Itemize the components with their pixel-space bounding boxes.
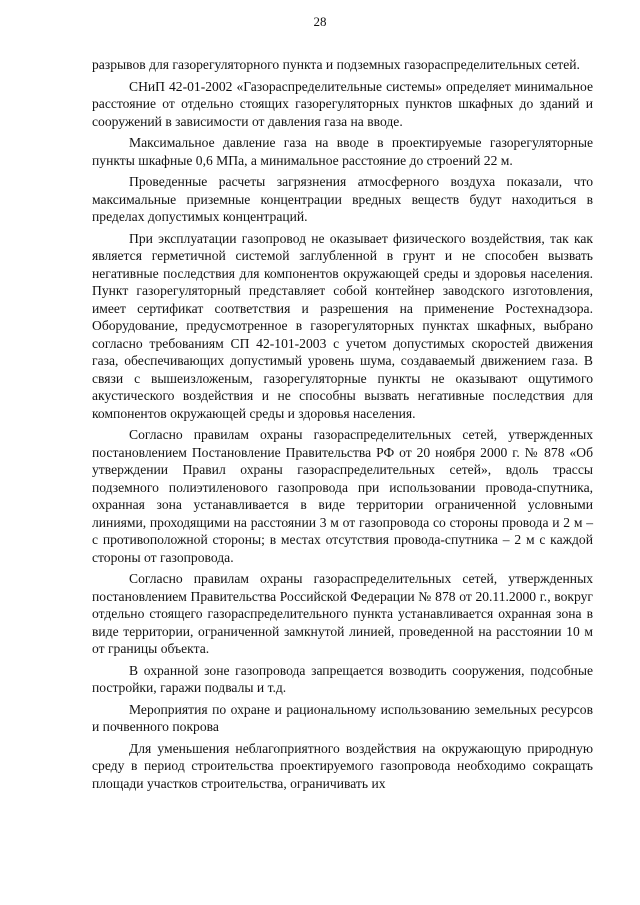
paragraph: Согласно правилам охраны газораспределительных сетей, утвержденных постановлением Постановление Правительства РФ от 20 ноября 2000 г. № 878 «Об утверждении Правил охраны газораспределительных сетей», вдоль трассы подземного полиэтиленового газопровода при использовании провода-спутника, охранная зона устанавливается в виде территории ограниченной условными линиями, проходящими на расстоянии 3 м от газопровода со стороны провода и 2 м – с противоположной стороны; в местах отсутствия провода-спутника – 2 м с каждой стороны от газопровода.: [92, 427, 593, 565]
paragraph: разрывов для газорегуляторного пункта и подземных газораспределительных сетей.: [92, 57, 580, 72]
paragraph: При эксплуатации газопровод не оказывает физического воздействия, так как является герметичной системой заглубленной в грунт и не способен вызвать негативные последствия для компонентов окружающей среды и здоровья населения. Пункт газорегуляторный представляет собой контейнер заводского изготовления, имеет сертификат соответствия и разрешения на применение Ростехнадзора. Оборудование, предусмотренное в газорегуляторных пунктах шкафных, выбрано согласно требованиям СП 42-101-2003 с учетом допустимых скоростей движения газа, обеспечивающих допустимый уровень шума, создаваемый движением газа. В связи с вышеизложеным, газорегуляторные пункты не оказывают ощутимого акустического воздействия и не способны вызвать негативные последствия для компонентов окружающей среды и здоровья населения.: [92, 230, 593, 421]
page-number: 28: [313, 14, 327, 29]
paragraph: В охранной зоне газопровода запрещается возводить сооружения, подсобные постройки, гаражи подвалы и т.д.: [92, 662, 593, 695]
paragraph: Проведенные расчеты загрязнения атмосферного воздуха показали, что максимальные приземные концентрации вредных веществ будут находиться в пределах допустимых концентраций.: [92, 174, 593, 224]
section-heading: Мероприятия по охране и рациональному использованию земельных ресурсов и почвенного покрова: [92, 701, 593, 734]
paragraph: СНиП 42-01-2002 «Газораспределительные системы» определяет минимальное расстояние от отдельно стоящих газорегуляторных пунктов шкафных до зданий и сооружений в зависимости от давления газа на вводе.: [92, 78, 593, 129]
document-body: [92, 56, 593, 796]
paragraph: Максимальное давление газа на вводе в проектируемые газорегуляторные пункты шкафные 0,6 МПа, а минимальное расстояние до строений 22 м.: [92, 135, 593, 168]
paragraph: Для уменьшения неблагоприятного воздействия на окружающую природную среду в период строительства проектируемого газопровода необходимо сокращать площади участков строительства, ограничивать их: [92, 740, 593, 791]
paragraph: Согласно правилам охраны газораспределительных сетей, утвержденных постановлением Правительства Российской Федерации № 878 от 20.11.2000 г., вокруг отдельно стоящего газораспределительного пункта устанавливается охранная зона в виде территории, ограниченной замкнутой линией, проведенной на расстоянии 10 м от границы объекта.: [92, 571, 593, 656]
